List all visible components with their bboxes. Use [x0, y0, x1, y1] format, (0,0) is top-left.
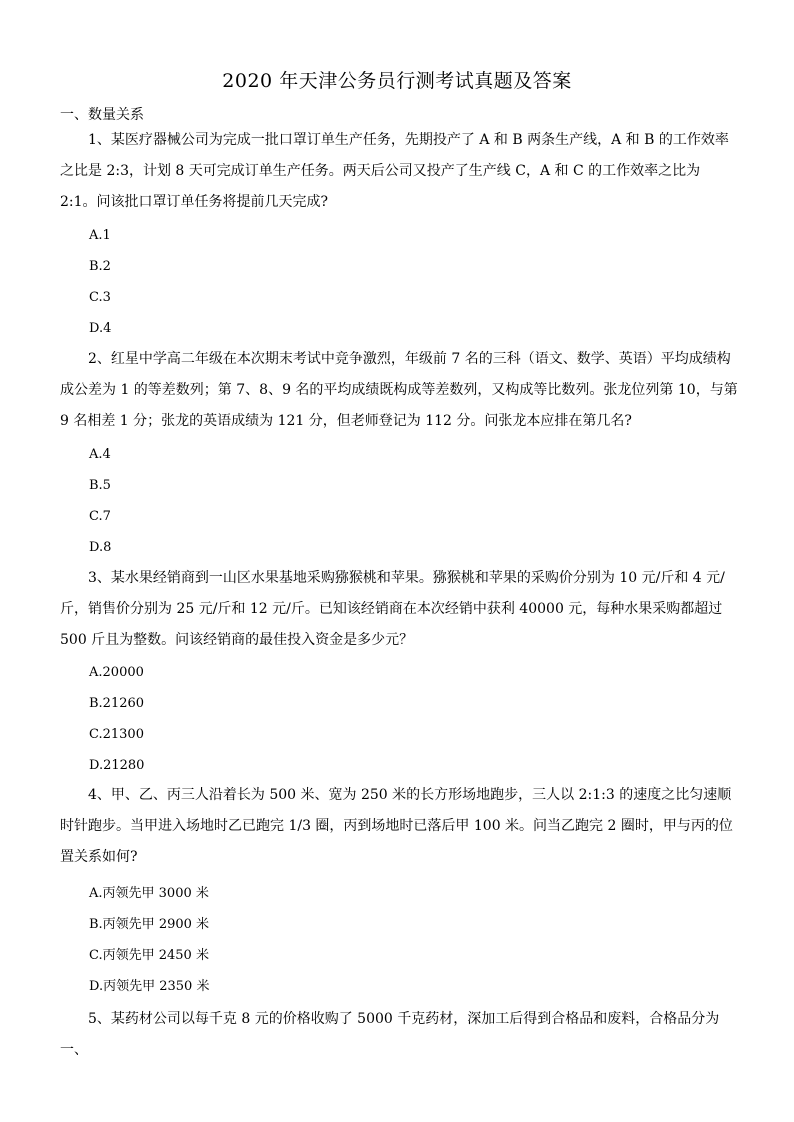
question-4-option-d: D.丙领先甲 2350 米: [89, 979, 210, 994]
question-3-option-d: D.21280: [89, 758, 145, 773]
question-2-option-d: D.8: [89, 540, 112, 555]
question-1-option-d: D.4: [89, 321, 112, 336]
question-3-option-b: B.21260: [89, 696, 145, 711]
question-1-option-c: C.3: [89, 290, 111, 305]
question-4-text: 4、甲、乙、丙三人沿着长为 500 米、宽为 250 米的长方形场地跑步，三人以 2:1:3 的速度之比匀速顺时针跑步。当甲进入场地时乙已跑完 1/3 圈，丙到场地时已落后甲 100 米。问当乙跑完 2 圈时，甲与丙的位置关系如何?: [60, 787, 733, 865]
question-5-text: 5、某药材公司以每千克 8 元的价格收购了 5000 千克药材，深加工后得到合格品和废料，合格品分为一、: [60, 1011, 720, 1058]
document-title: 2020 年天津公务员行测考试真题及答案: [222, 70, 572, 92]
question-1-option-a: A.1: [89, 228, 111, 243]
question-2-option-a: A.4: [89, 447, 111, 462]
question-1-option-b: B.2: [89, 259, 111, 274]
question-1-text: 1、某医疗器械公司为完成一批口罩订单生产任务，先期投产了 A 和 B 两条生产线，A 和 B 的工作效率之比是 2:3，计划 8 天可完成订单生产任务。两天后公司又投产了生产线 C，A 和 C 的工作效率之比为 2:1。问该批口罩订单任务将提前几天完成?: [60, 132, 729, 210]
section-heading: 一、数量关系: [60, 107, 144, 123]
question-4-option-c: C.丙领先甲 2450 米: [89, 948, 209, 963]
question-2-text: 2、红星中学高二年级在本次期末考试中竞争激烈，年级前 7 名的三科（语文、数学、英语）平均成绩构成公差为 1 的等差数列；第 7、8、9 名的平均成绩既构成等差数列，又构成等比数列。张龙位列第 10，与第 9 名相差 1 分；张龙的英语成绩为 121 分，但老师登记为 112 分。问张龙本应排在第几名?: [60, 351, 738, 429]
question-2-option-b: B.5: [89, 478, 111, 493]
question-4-option-a: A.丙领先甲 3000 米: [89, 886, 209, 901]
question-3-text: 3、某水果经销商到一山区水果基地采购猕猴桃和苹果。猕猴桃和苹果的采购价分别为 10 元/斤和 4 元/斤，销售价分别为 25 元/斤和 12 元/斤。已知该经销商在本次经销中获利 40000 元，每种水果采购都超过 500 斤且为整数。问该经销商的最佳投入资金是多少元？: [60, 570, 725, 648]
question-4-option-b: B.丙领先甲 2900 米: [89, 917, 210, 932]
question-3-option-c: C.21300: [89, 727, 144, 742]
question-2-option-c: C.7: [89, 509, 111, 524]
question-3-option-a: A.20000: [89, 665, 144, 680]
